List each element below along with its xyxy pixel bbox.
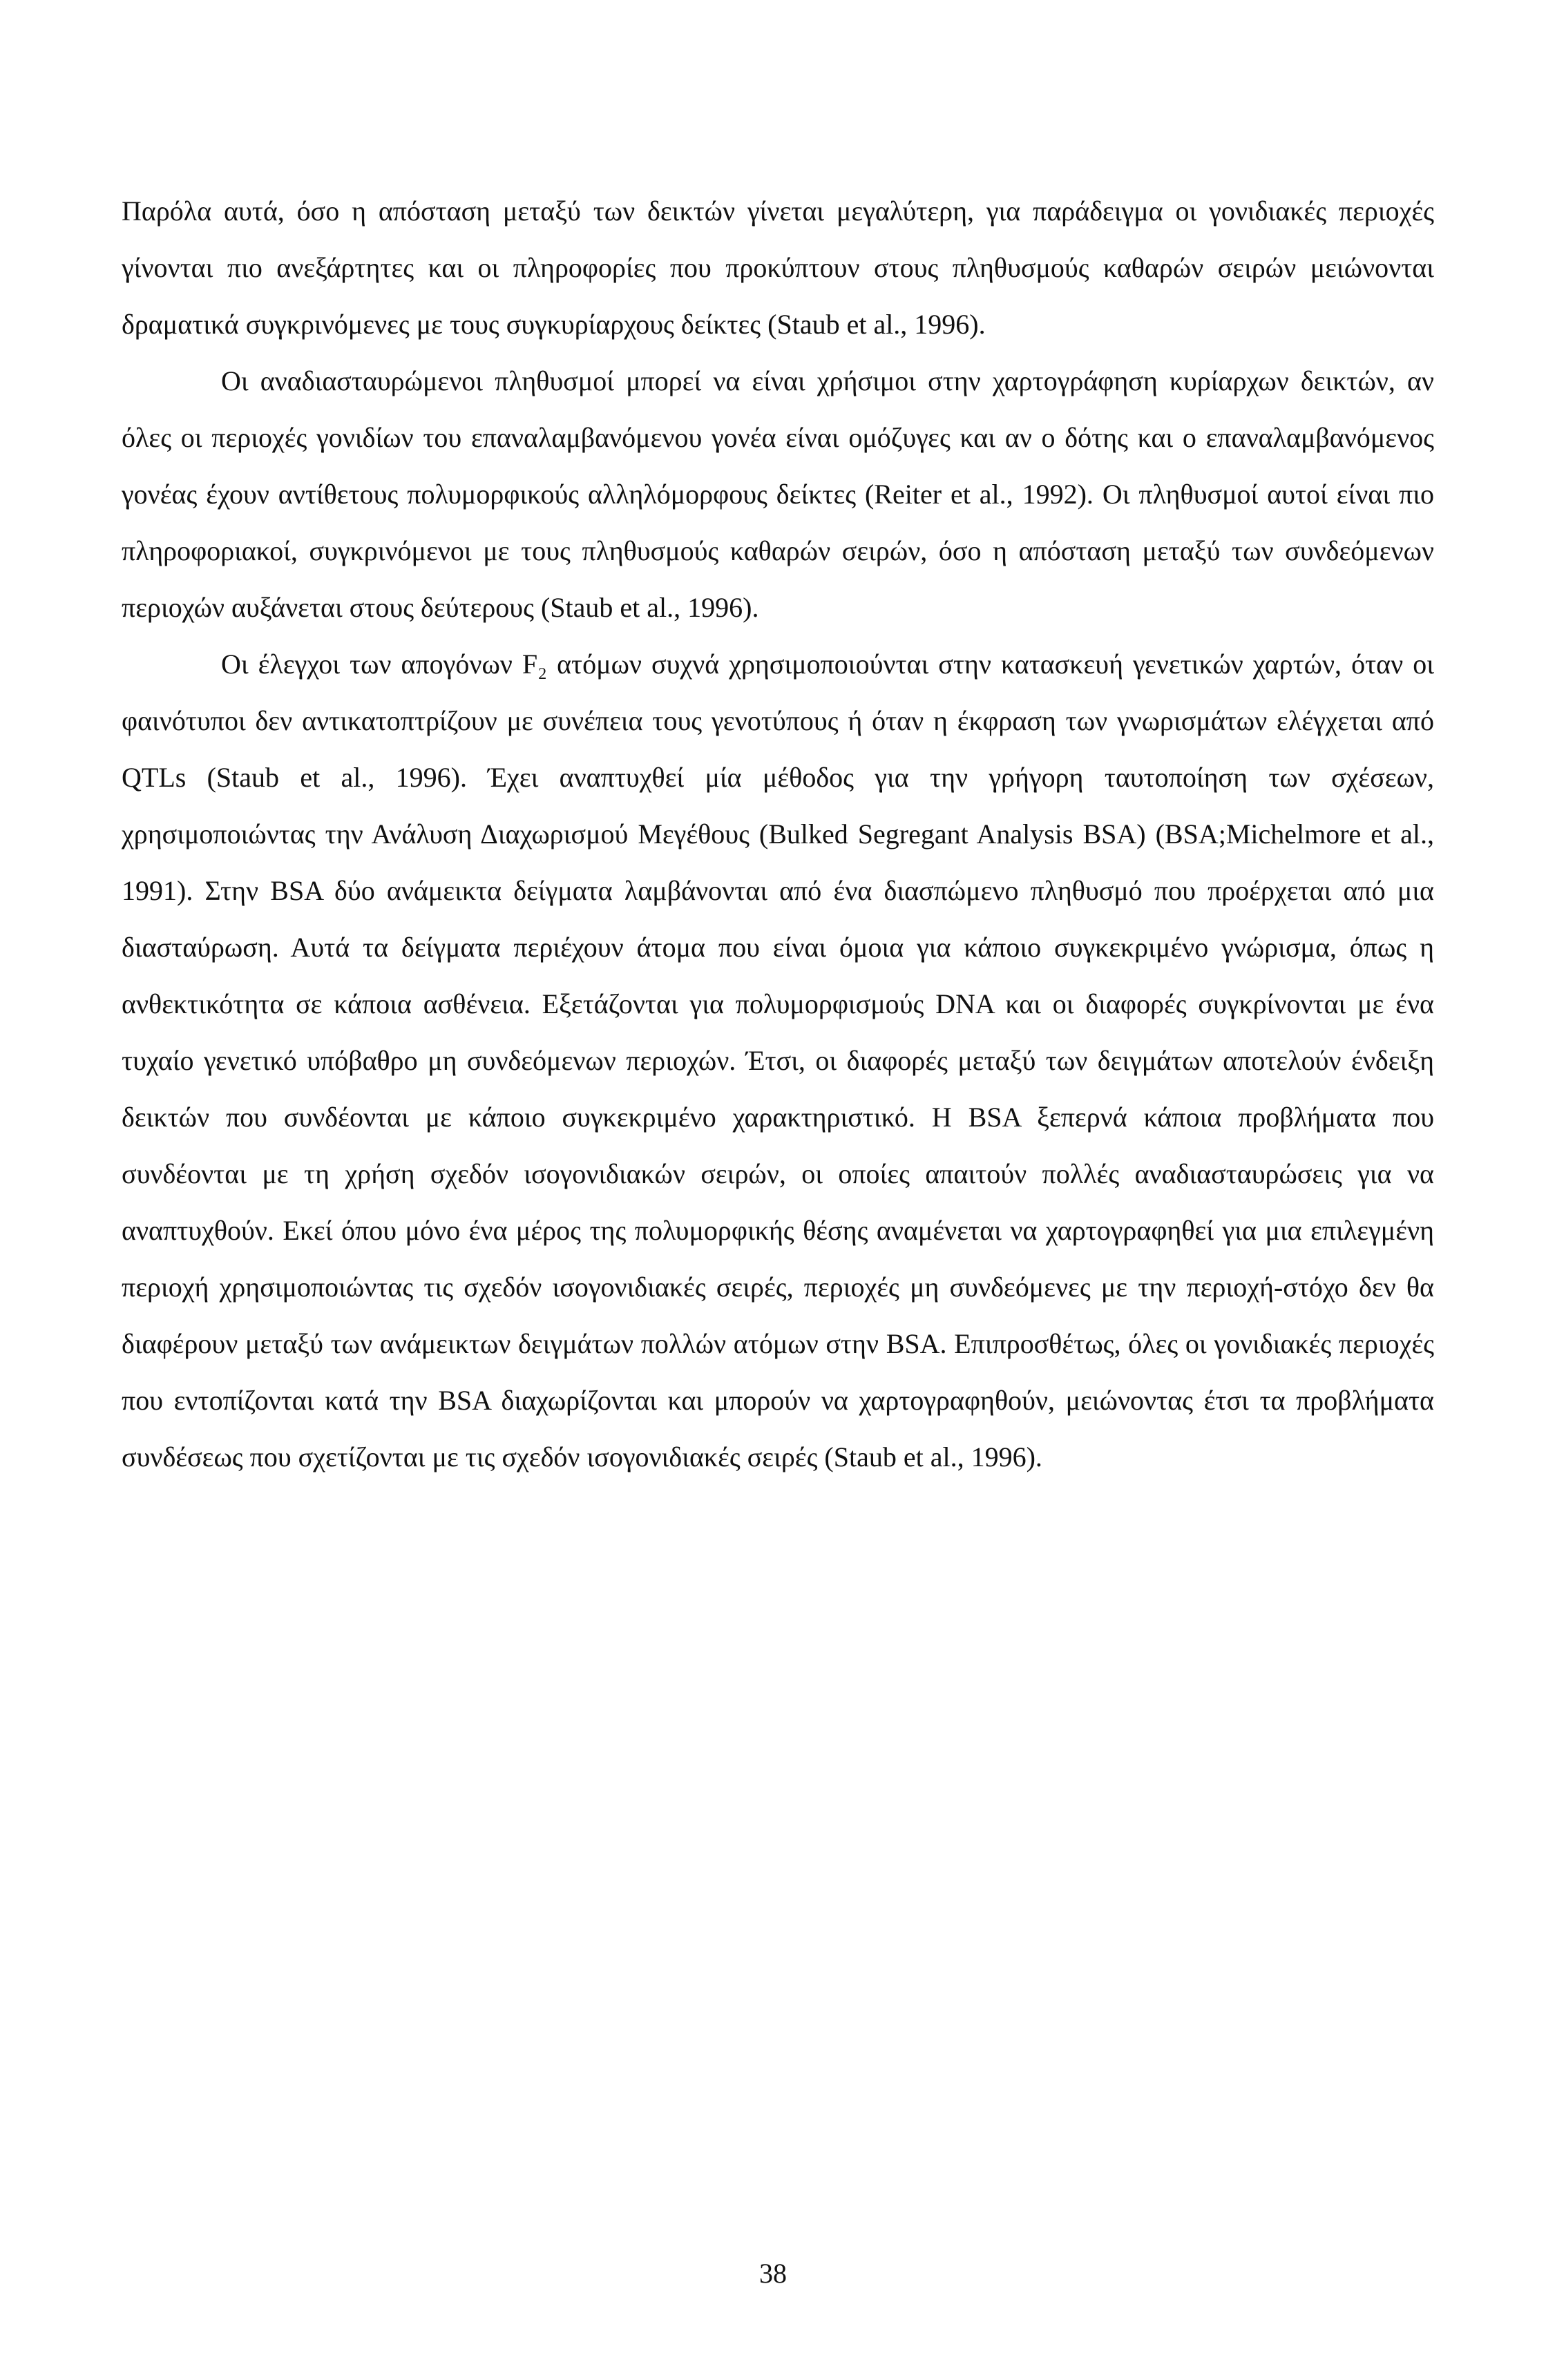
paragraph-3: Οι έλεγχοι των απογόνων F₂ ατόμων συχνά χρησιμοποιούνται στην κατασκευή γενετικών χαρτών, όταν οι φαινότυποι δεν αντικατοπτρίζουν με συνέπεια τους γενοτύπους ή όταν η έκφραση των γνωρισμάτων ελέγχεται από QTLs (Staub et al., 1996). Έχει αναπτυχθεί μία μέθοδος για την γρήγορη ταυτοποίηση των σχέσεων, χρησιμοποιώντας την Ανάλυση Διαχωρισμού Μεγέθους (Bulked Segregant Analysis BSA) (BSA;Michelmore et al., 1991). Στην BSA δύο ανάμεικτα δείγματα λαμβάνονται από ένα διασπώμενο πληθυσμό που προέρχεται από μια διασταύρωση. Αυτά τα δείγματα περιέχουν άτομα που είναι όμοια για κάποιο συγκεκριμένο γνώρισμα, όπως η ανθεκτικότητα σε κάποια ασθένεια. Εξετάζονται για πολυμορφισμούς DNA και οι διαφορές συγκρίνονται με ένα τυχαίο γενετικό υπόβαθρο μη συνδεόμενων περιοχών. Έτσι, οι διαφορές μεταξύ των δειγμάτων αποτελούν ένδειξη δεικτών που συνδέονται με κάποιο συγκεκριμένο χαρακτηριστικό. Η BSA ξεπερνά κάποια προβλήματα που συνδέονται με τη χρήση σχεδόν ισογονιδιακών σειρών, οι οποίες απαιτούν πολλές αναδιασταυρώσεις για να αναπτυχθούν. Εκεί όπου μόνο ένα μέρος της πολυμορφικής θέσης αναμένεται να χαρτογραφηθεί για μια επιλεγμένη περιοχή χρησιμοποιώντας τις σχεδόν ισογονιδιακές σειρές, περιοχές μη συνδεόμενες με την περιοχή-στόχο δεν θα διαφέρουν μεταξύ των ανάμεικτων δειγμάτων πολλών ατόμων στην BSA. Επιπροσθέτως, όλες οι γονιδιακές περιοχές που εντοπίζονται κατά την BSA διαχωρίζονται και μπορούν να χαρτογραφηθούν, μειώνοντας έτσι τα προβλήματα συνδέσεως που σχετίζονται με τις σχεδόν ισογονιδιακές σειρές (Staub et al., 1996). [122, 649, 1434, 1472]
page-number: 38 [759, 2258, 787, 2289]
paragraph-2: Οι αναδιασταυρώμενοι πληθυσμοί μπορεί να είναι χρήσιμοι στην χαρτογράφηση κυρίαρχων δεικτών, αν όλες οι περιοχές γονιδίων του επαναλαμβανόμενου γονέα είναι ομόζυγες και αν ο δότης και ο επαναλαμβανόμενος γονέας έχουν αντίθετους πολυμορφικούς αλληλόμορφους δείκτες (Reiter et al., 1992). Οι πληθυσμοί αυτοί είναι πιο πληροφοριακοί, συγκρινόμενοι με τους πληθυσμούς καθαρών σειρών, όσο η απόσταση μεταξύ των συνδεόμενων περιοχών αυξάνεται στους δεύτερους (Staub et al., 1996). [122, 365, 1434, 623]
body-text [122, 183, 1434, 1486]
paragraph-1: Παρόλα αυτά, όσο η απόσταση μεταξύ των δεικτών γίνεται μεγαλύτερη, για παράδειγμα οι γονιδιακές περιοχές γίνονται πιο ανεξάρτητες και οι πληροφορίες που προκύπτουν στους πληθυσμούς καθαρών σειρών μειώνονται δραματικά συγκρινόμενες με τους συγκυρίαρχους δείκτες (Staub et al., 1996). [122, 195, 1434, 340]
